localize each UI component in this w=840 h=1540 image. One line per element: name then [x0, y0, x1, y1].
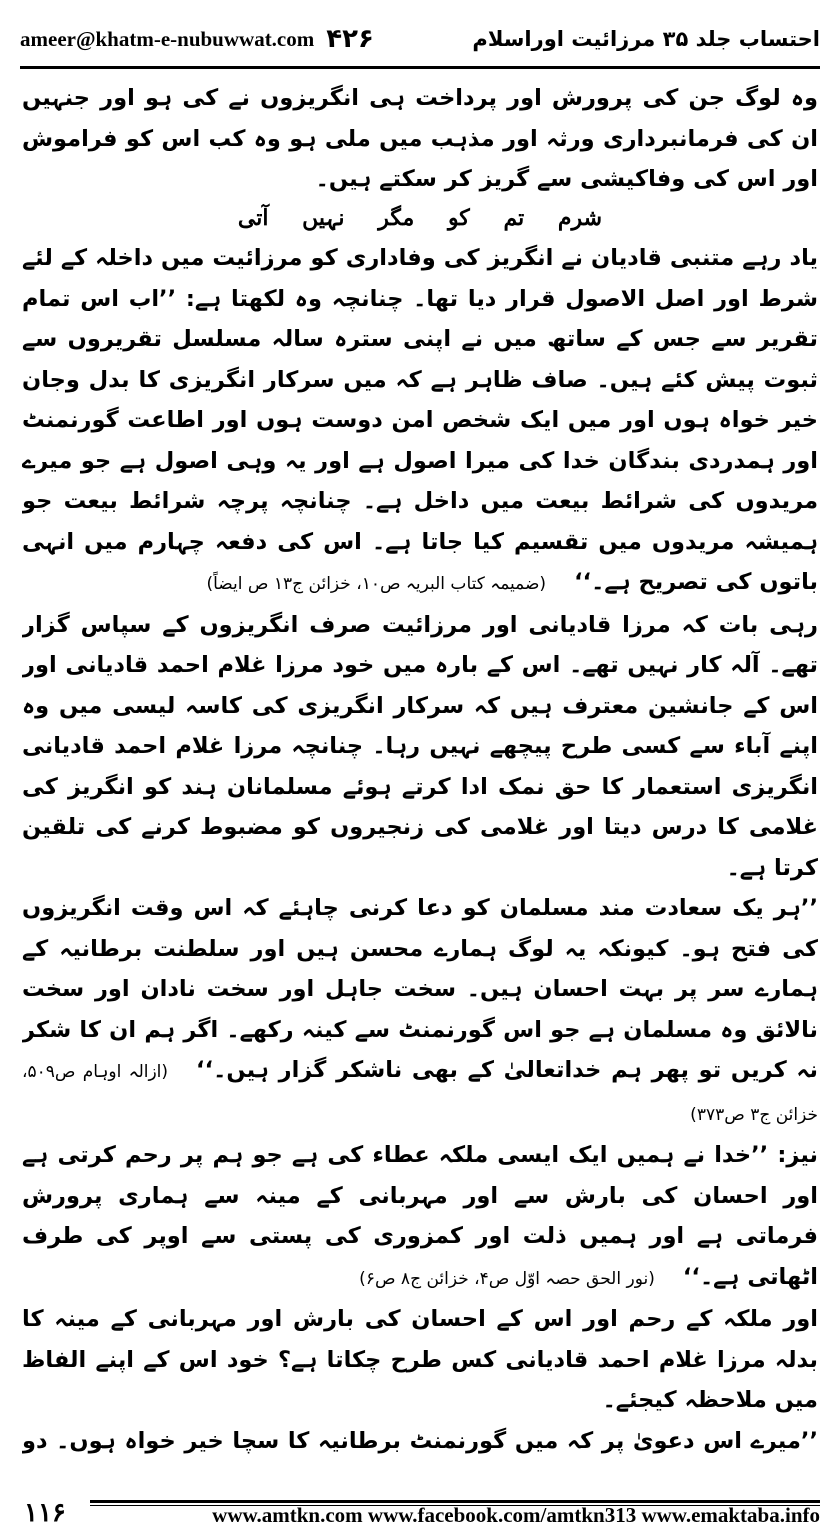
paragraph-4: [22, 888, 818, 1135]
poem-line: شرم تم کو مگر نہیں آتی: [237, 204, 603, 231]
page-footer: [20, 1488, 820, 1528]
paragraph-5: [22, 1135, 818, 1299]
header-rule: [20, 66, 820, 69]
paragraph-2-text: یاد رہے متنبی قادیان نے انگریز کی وفاداری کو مرزائیت میں داخلہ کے لئے شرط اور اصل الاصول قرار دیا تھا۔ چنانچہ وہ لکھتا ہے: ’’اب اس تمام تقریر سے جس کے ساتھ میں نے اپنی سترہ سالہ مسلسل تقریروں سے ثبوت پیش کئے ہیں۔ صاف ظاہر ہے کہ میں سرکار انگریزی کا بدل وجان خیر خواہ ہوں اور میں ایک شخص امن دوست ہوں اور اطاعت گورنمنٹ اور ہمدردی بندگان خدا کی میرا اصول ہے اور یہ وہی اصول ہے جو میرے مریدوں کی شرائط بیعت میں داخل ہے۔ چنانچہ پرچہ شرائط بیعت جو ہمیشہ مریدوں میں تقسیم کیا جاتا ہے۔ اس کی دفعہ چہارم میں انہی باتوں کی تصریح ہے۔‘‘: [22, 245, 818, 595]
header-page-number: ۴۲۶: [326, 24, 374, 54]
footer-links: www.amtkn.com www.facebook.com/amtkn313 www.emaktaba.info: [212, 1503, 820, 1527]
page-body: [22, 78, 818, 1463]
header-left: [20, 24, 374, 54]
paragraph-4-text: ’’ہر یک سعادت مند مسلمان کو دعا کرنی چاہئے کہ اس وقت انگریزوں کی فتح ہو۔ کیونکہ یہ لوگ ہمارے محسن ہیں اور سلطنت برطانیہ کے ہمارے سر پر بہت احسان ہیں۔ سخت جاہل اور سخت نادان اور سخت نالائق وہ مسلمان ہے جو اس گورنمنٹ سے کینہ رکھے۔ اگر ہم ان کا شکر نہ کریں تو پھر ہم خداتعالیٰ کے بھی ناشکر گزار ہیں۔‘‘: [22, 895, 818, 1083]
paragraph-3: رہی بات کہ مرزا قادیانی اور مرزائیت صرف انگریزوں کے سپاس گزار تھے۔ آلہ کار نہیں تھے۔ اس کے بارہ میں خود مرزا غلام احمد قادیانی اور اس کے جانشین معترف ہیں کہ سرکار انگریزی کی کاسہ لیسی میں وہ اپنے آباء سے کسی طرح پیچھے نہیں رہا۔ چنانچہ مرزا غلام احمد قادیانی انگریزی استعمار کا حق نمک ادا کرتے ہوئے مسلمانان ہند کو انگریز کی غلامی کا درس دیتا اور غلامی کی زنجیروں کو مضبوط کرنے کی تلقین کرتا ہے۔: [22, 611, 818, 881]
paragraph-2: [22, 238, 818, 605]
citation-1: (ضمیمہ کتاب البریہ ص۱۰، خزائن ج۱۳ ص ایضاً): [206, 574, 547, 594]
paragraph-7: ’’میرے اس دعویٰ پر کہ میں گورنمنٹ برطانیہ کا سچا خیر خواہ ہوں۔ دو: [22, 1427, 818, 1454]
citation-2: (ازالہ اوہام ص۵۰۹، خزائن ج۳ ص۳۷۳): [22, 1062, 818, 1125]
paragraph-5-text: نیز: ’’خدا نے ہمیں ایک ایسی ملکہ عطاء کی ہے جو ہم پر رحم کرتی ہے اور احسان کی بارش سے اور مہربانی کے مینہ سے ہماری پرورش فرماتی ہے اور ہمیں ذلت اور کمزوری کی پستی سے اوپر کی طرف اٹھاتی ہے۔‘‘: [22, 1142, 818, 1290]
paragraph-6: اور ملکہ کے رحم اور اس کے احسان کی بارش اور مہربانی کے مینہ کا بدلہ مرزا غلام احمد قادیانی کس طرح چکاتا ہے؟ خود اس کے اپنے الفاظ میں ملاحظہ کیجئے۔: [22, 1306, 818, 1413]
citation-3: (نور الحق حصہ اوّل ص۴، خزائن ج۸ ص۶): [359, 1268, 655, 1289]
footer-page-number: ۱۱۶: [24, 1497, 66, 1527]
paragraph-1: وہ لوگ جن کی پرورش اور پرداخت ہی انگریزوں نے کی ہو اور جنہیں ان کی فرمانبرداری ورثہ اور مذہب میں ملی ہو وہ کب اس کو فراموش اور اس کی وفاکیشی سے گریز کر سکتے ہیں۔: [22, 85, 818, 192]
page-header: [20, 14, 820, 64]
header-email: ameer@khatm-e-nubuwwat.com: [20, 26, 315, 51]
header-title: احتساب جلد ۳۵ مرزائیت اوراسلام: [472, 27, 820, 51]
